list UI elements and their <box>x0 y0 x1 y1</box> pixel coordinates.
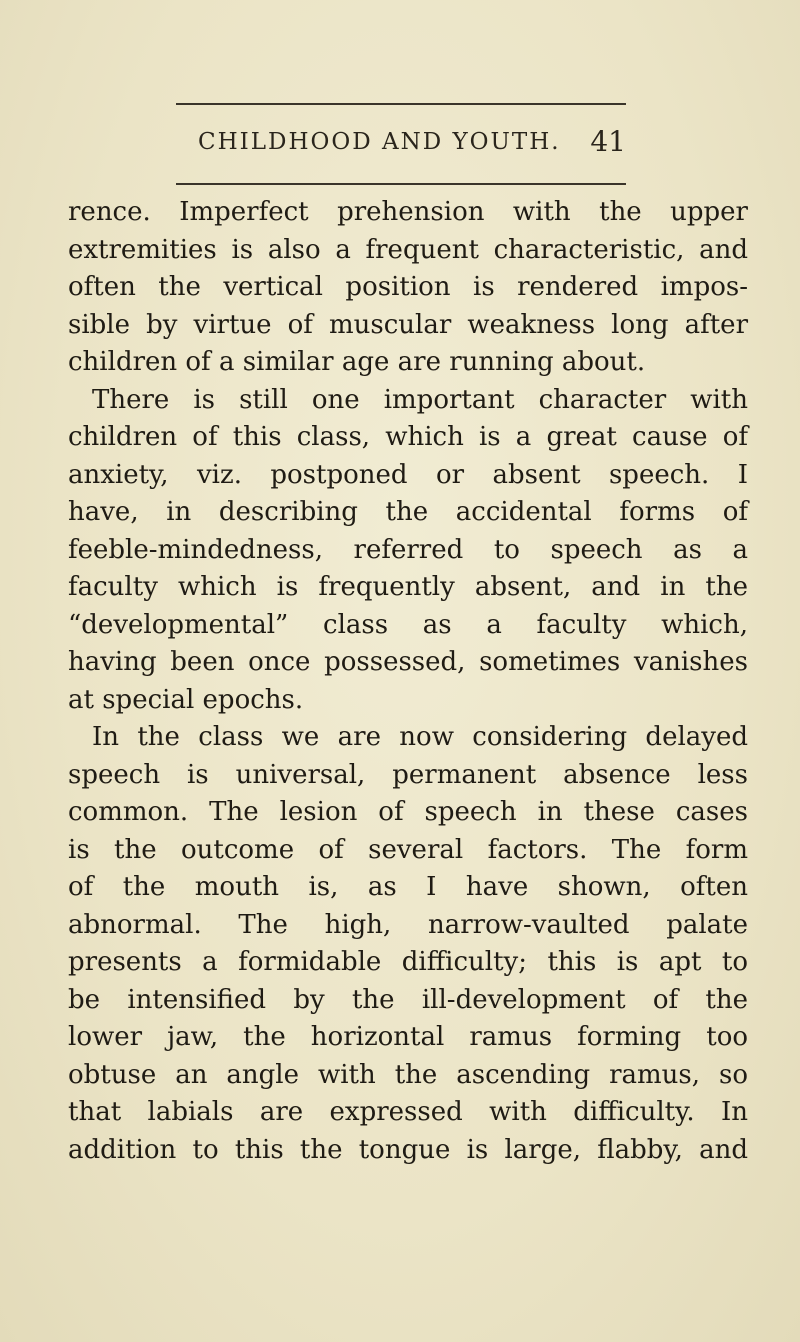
page-number: 41 <box>590 125 626 158</box>
text-line: that labials are expressed with difficulty. In <box>68 1097 748 1127</box>
text-line: is the outcome of several factors. The form <box>68 834 748 865</box>
text-line: having been once possessed, sometimes vanishes <box>68 647 748 677</box>
header-top-rule <box>176 103 626 105</box>
text-line: abnormal. The high, narrow-vaulted palate <box>68 909 748 940</box>
text-line: “developmental” class as a faculty which, <box>68 609 748 640</box>
text-line: anxiety, viz. postponed or absent speech. I <box>68 459 748 490</box>
text-line: There is still one important character with <box>92 384 748 415</box>
page-header <box>176 122 626 162</box>
text-line: obtuse an angle with the ascending ramus, so <box>68 1059 748 1090</box>
text-line: addition to this the tongue is large, flabby, and <box>68 1134 748 1165</box>
text-line: rence. Imperfect prehension with the upper <box>68 197 748 227</box>
text-line: have, in describing the accidental forms of <box>68 497 748 527</box>
text-line: be intensified by the ill-development of the <box>68 984 748 1015</box>
text-line: common. The lesion of speech in these cases <box>68 797 748 827</box>
text-line: at special epochs. <box>68 684 304 715</box>
text-line: children of this class, which is a great cause of <box>68 422 748 452</box>
text-line: lower jaw, the horizontal ramus forming too <box>68 1022 748 1052</box>
text-line: extremities is also a frequent characteristic, and <box>68 234 748 265</box>
text-line: speech is universal, permanent absence less <box>68 759 748 790</box>
body-text <box>68 194 748 1169</box>
text-line: often the vertical position is rendered impos- <box>68 272 748 302</box>
text-line: faculty which is frequently absent, and in the <box>68 572 748 602</box>
running-head: CHILDHOOD AND YOUTH. <box>198 129 561 155</box>
text-line: children of a similar age are running about. <box>68 347 646 377</box>
text-line: of the mouth is, as I have shown, often <box>68 872 748 902</box>
text-line: feeble-mindedness, referred to speech as a <box>68 534 748 565</box>
header-bottom-rule <box>176 183 626 185</box>
text-line: presents a formidable difficulty; this is apt to <box>68 947 748 977</box>
text-line: sible by virtue of muscular weakness long after <box>68 309 748 340</box>
text-line: In the class we are now considering delayed <box>92 722 748 752</box>
